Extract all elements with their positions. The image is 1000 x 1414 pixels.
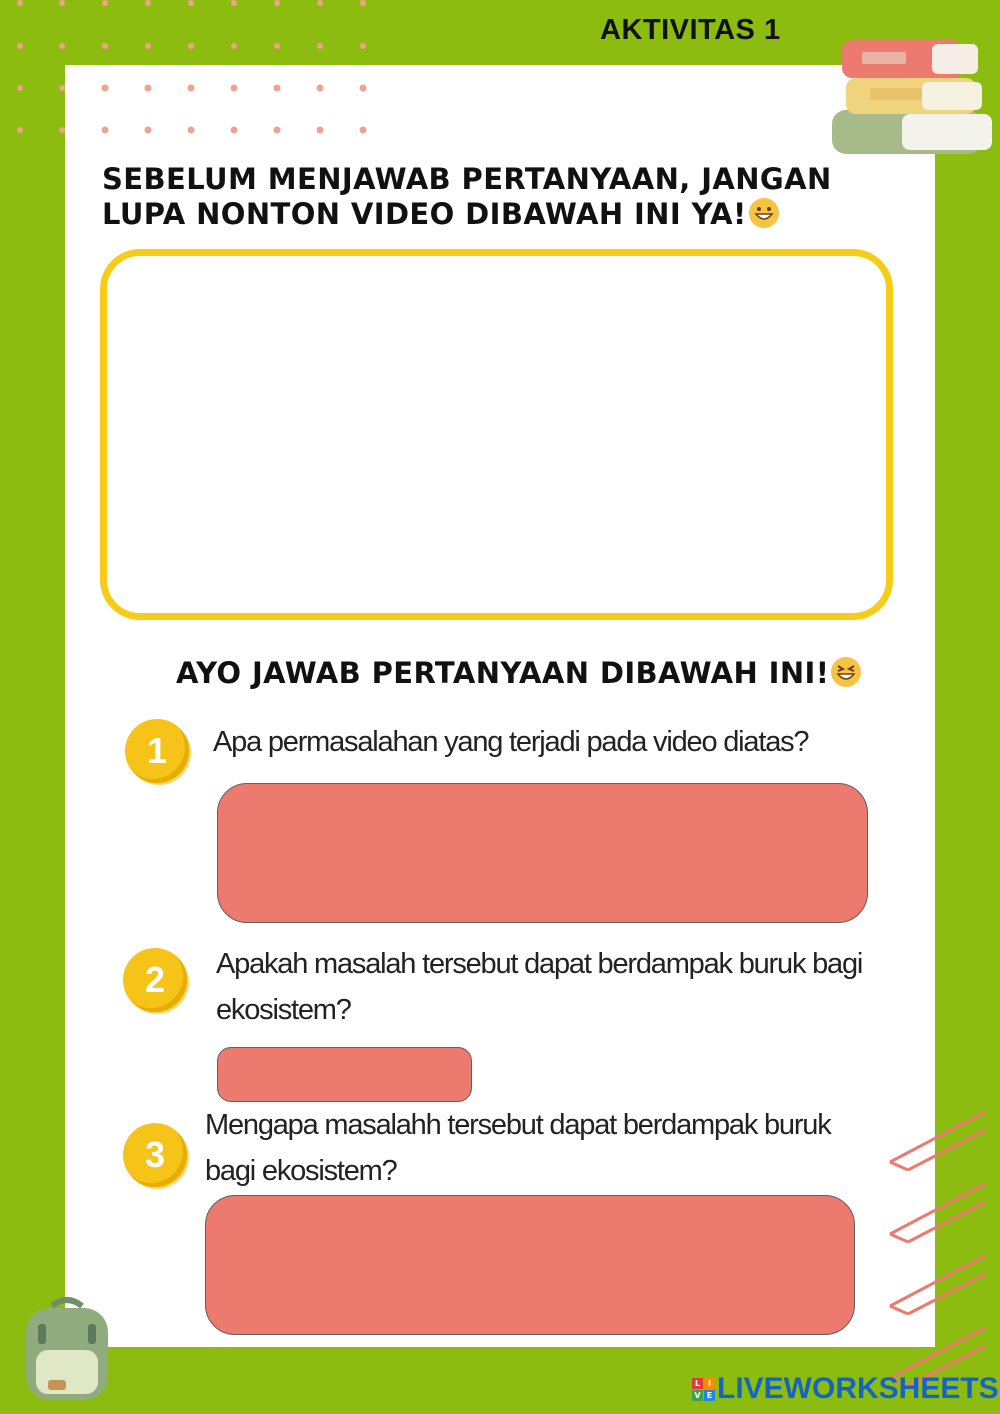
liveworksheets-logo-icon: L I V E: [692, 1378, 715, 1401]
decorative-dots-overlay: [0, 0, 400, 150]
backpack-icon: [12, 1294, 122, 1404]
book-stack-icon: [822, 22, 998, 164]
question-number-badge: 1: [125, 719, 189, 783]
video-embed-frame[interactable]: [100, 249, 893, 620]
laughing-face-emoji-icon: [831, 657, 861, 687]
answer-dropdown-2[interactable]: [217, 1047, 472, 1102]
question-text: Mengapa masalahh tersebut dapat berdampak buruk bagi ekosistem?: [205, 1109, 831, 1187]
intro-instruction: [102, 162, 882, 232]
liveworksheets-watermark: [692, 1372, 999, 1406]
question-text: Apa permasalahan yang terjadi pada video diatas?: [213, 726, 809, 758]
grinning-face-emoji-icon: [749, 198, 779, 228]
intro-text: SEBELUM MENJAWAB PERTANYAAN, JANGAN LUPA NONTON VIDEO DIBAWAH INI YA!: [102, 162, 832, 231]
question-text: Apakah masalah tersebut dapat berdampak buruk bagi ekosistem?: [216, 948, 863, 1026]
answer-input-3[interactable]: [205, 1195, 855, 1335]
question-number-badge: 2: [123, 948, 187, 1012]
activity-title: AKTIVITAS 1: [600, 14, 781, 46]
section-heading: [176, 656, 861, 690]
section-heading-text: AYO JAWAB PERTANYAAN DIBAWAH INI!: [176, 656, 830, 690]
answer-input-1[interactable]: [217, 783, 868, 923]
chevron-decoration-icon: [880, 1100, 1000, 1400]
watermark-text: LIVEWORKSHEETS: [717, 1372, 999, 1405]
question-number-badge: 3: [123, 1123, 187, 1187]
